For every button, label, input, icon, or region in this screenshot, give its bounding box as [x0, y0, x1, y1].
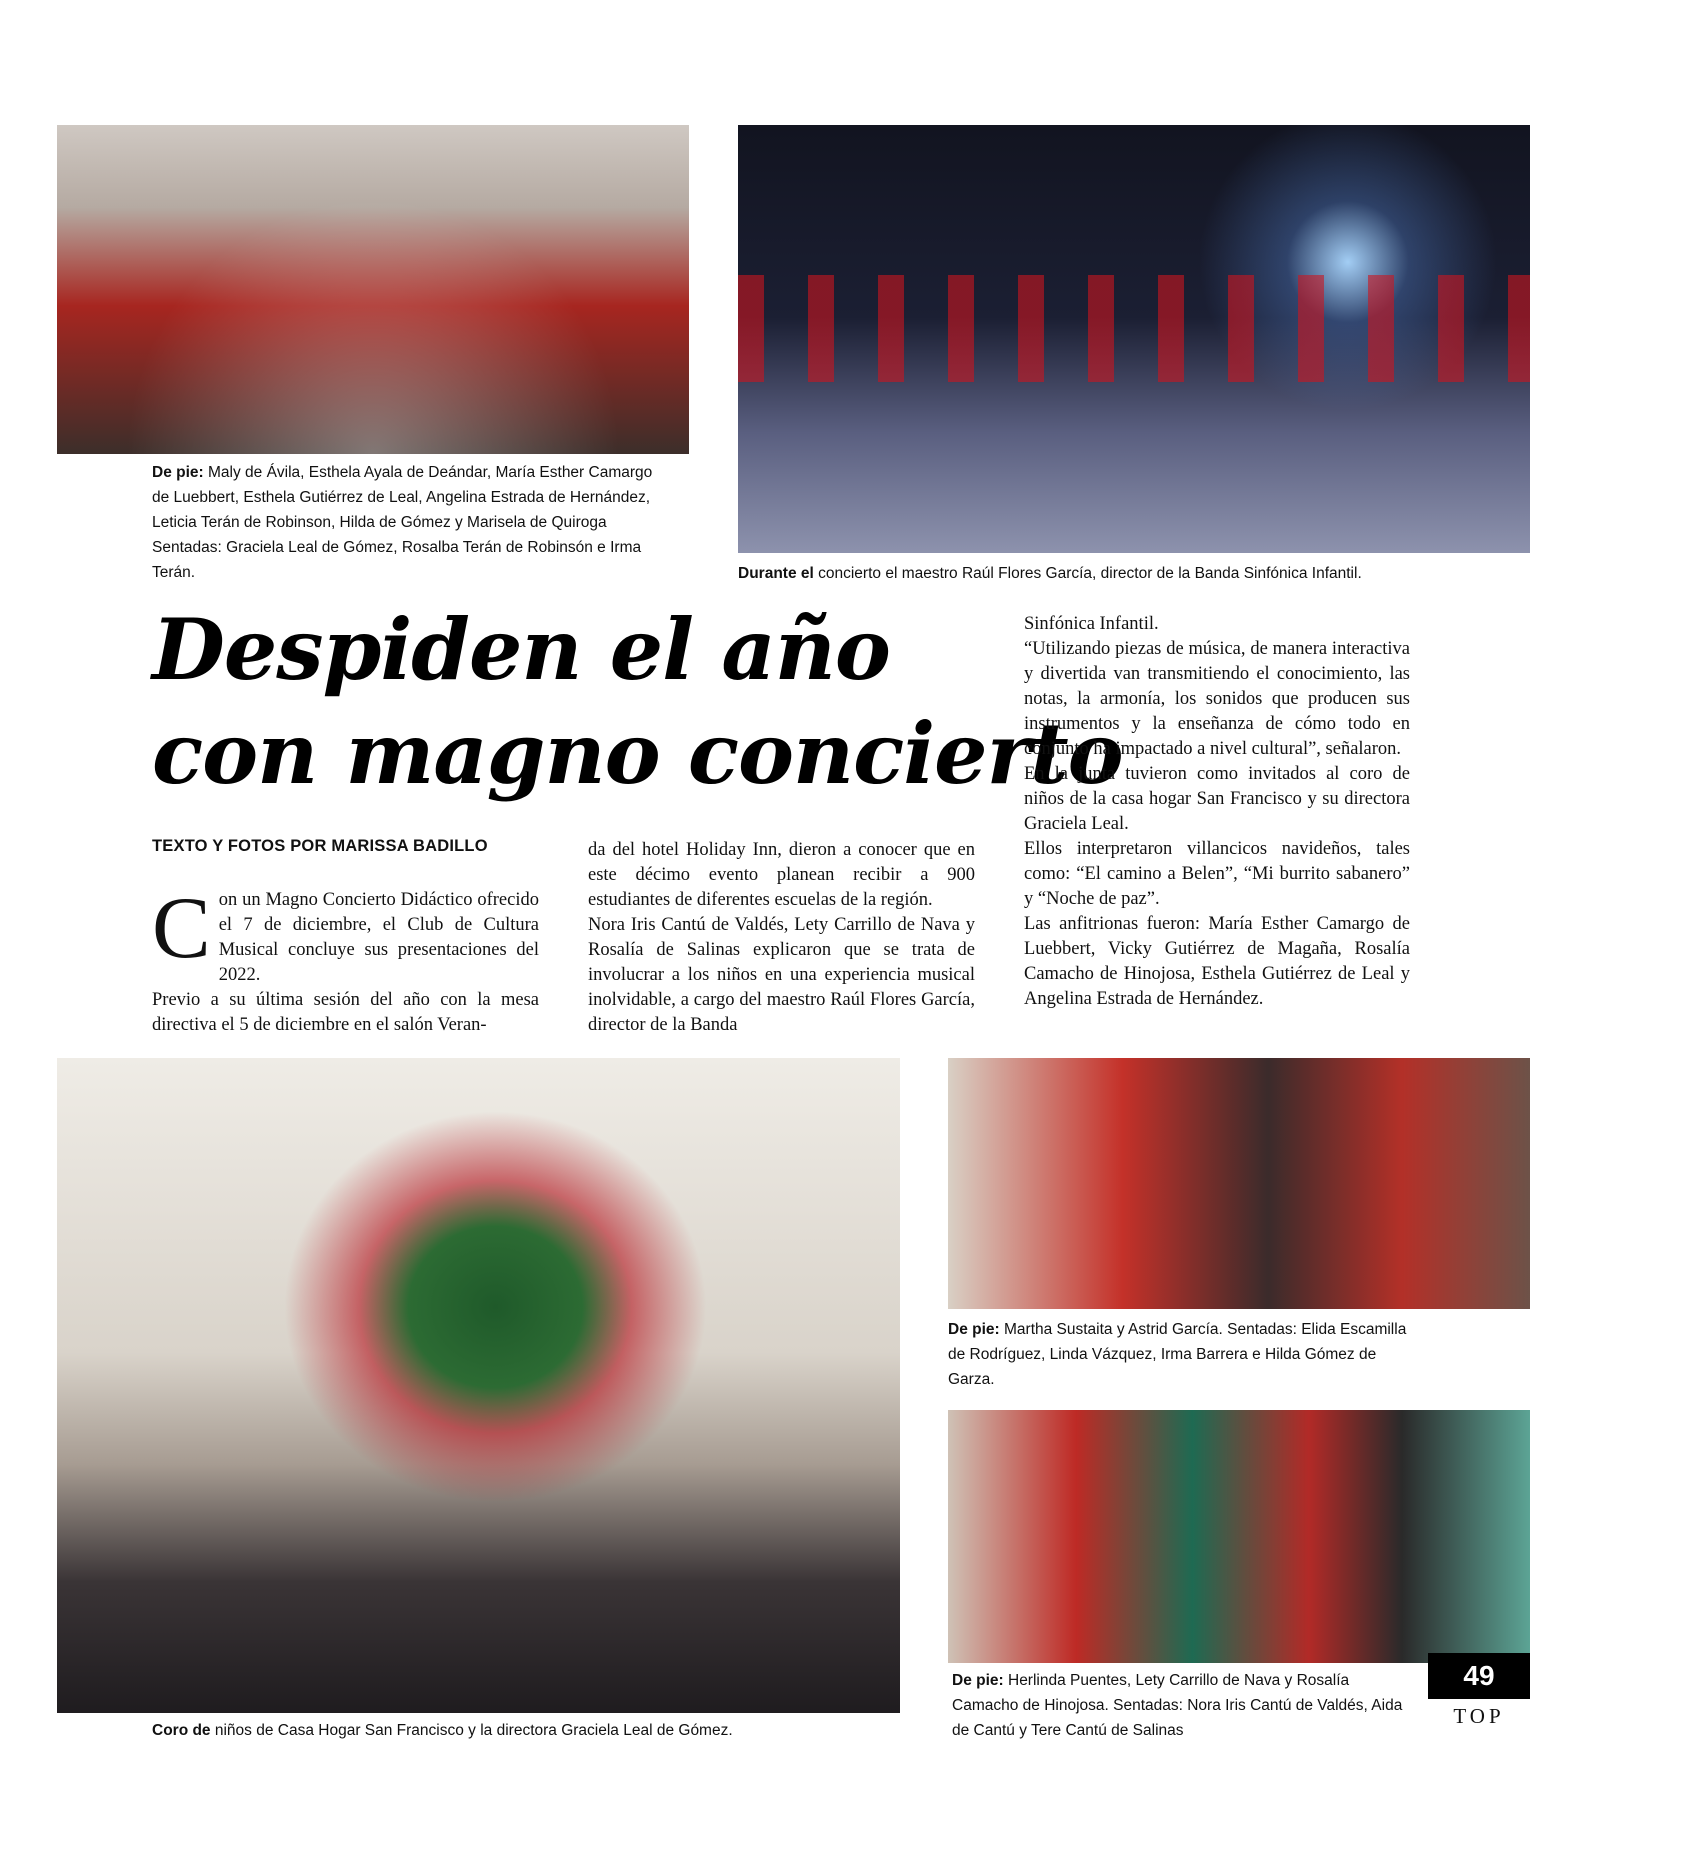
article-paragraph: Las anfitrionas fueron: María Esther Camargo de Luebbert, Vicky Gutiérrez de Magaña, Rosalía Camacho de Hinojosa, Esthela Gutiérrez de Leal y Angelina Estrada de Hernández.	[1024, 914, 1410, 1009]
byline: TEXTO Y FOTOS POR MARISSA BADILLO	[152, 837, 488, 855]
caption-text: Herlinda Puentes, Lety Carrillo de Nava y Rosalía Camacho de Hinojosa. Sentadas: Nora Iris Cantú de Valdés, Aida de Cantú y Tere Cantú de Salinas	[952, 1672, 1403, 1739]
article-paragraph: Ellos interpretaron villancicos navideños, tales como: “El camino a Belen”, “Mi burrito sabanero” y “Noche de paz”.	[1024, 839, 1410, 909]
headline-line-2: con magno concierto	[152, 704, 1123, 803]
caption-text: Maly de Ávila, Esthela Ayala de Deándar, María Esther Camargo de Luebbert, Esthela Gutiérrez de Leal, Angelina Estrada de Hernández, Leticia Terán de Robinson, Hilda de Gómez y Marisela de Quiroga Sentadas: Graciela Leal de Gómez, Rosalba Terán de Robinsón e Irma Terán.	[152, 464, 653, 581]
article-paragraph: Nora Iris Cantú de Valdés, Lety Carrillo de Nava y Rosalía de Salinas explicaron que se trata de involucrar a los niños en una experiencia musical inolvidable, a cargo del maestro Raúl Flores García, director de la Banda	[588, 915, 975, 1035]
caption-text: Martha Sustaita y Astrid García. Sentadas: Elida Escamilla de Rodríguez, Linda Vázquez, Irma Barrera e Hilda Gómez de Garza.	[948, 1321, 1407, 1388]
photo-ladies-mid	[948, 1058, 1530, 1309]
article-column-3	[1024, 612, 1410, 1012]
magazine-name: TOP	[1453, 1704, 1505, 1728]
article-column-1	[152, 880, 539, 1038]
article-paragraph: “Utilizando piezas de música, de manera interactiva y divertida van transmitiendo el conocimiento, las notas, la armonía, los sonidos que producen sus instrumentos y la enseñanza de cómo todo en conjunto ha impactado a nivel cultural”, señalaron.	[1024, 639, 1410, 759]
photo-choir	[57, 1058, 900, 1713]
headline-line-1: Despiden el año	[152, 600, 890, 699]
article-paragraph: Previo a su última sesión del año con la mesa directiva el 5 de diciembre en el salón Veran-	[152, 990, 539, 1035]
photo-band	[738, 125, 1530, 553]
caption-ladies-bottom	[952, 1668, 1412, 1743]
caption-ladies-mid	[948, 1317, 1418, 1392]
caption-lead: Coro de	[152, 1722, 211, 1739]
page-number: 49	[1428, 1653, 1530, 1699]
photo-ladies-top	[57, 125, 689, 454]
article-paragraph	[152, 880, 539, 988]
article-paragraph: En la junta tuvieron como invitados al coro de niños de la casa hogar San Francisco y su directora Graciela Leal.	[1024, 764, 1410, 834]
article-column-2	[588, 838, 975, 1038]
caption-lead: De pie:	[952, 1672, 1004, 1689]
caption-band	[738, 561, 1530, 586]
caption-text: concierto el maestro Raúl Flores García, director de la Banda Sinfónica Infantil.	[813, 565, 1362, 582]
caption-ladies-top	[152, 460, 672, 585]
caption-lead: De pie:	[948, 1321, 1000, 1338]
caption-choir	[152, 1718, 900, 1743]
paragraph-text: on un Magno Concierto Didáctico ofrecido el 7 de diciembre, el Club de Cultura Musical concluye sus presentaciones del 2022.	[218, 890, 539, 985]
caption-lead: Durante el	[738, 565, 814, 582]
photo-ladies-bottom	[948, 1410, 1530, 1663]
drop-cap: C	[152, 880, 211, 977]
caption-text: niños de Casa Hogar San Francisco y la directora Graciela Leal de Gómez.	[210, 1722, 733, 1739]
caption-lead: De pie:	[152, 464, 204, 481]
article-paragraph: Sinfónica Infantil.	[1024, 614, 1159, 634]
article-paragraph: da del hotel Holiday Inn, dieron a conocer que en este décimo evento planean recibir a 900 estudiantes de diferentes escuelas de la región.	[588, 840, 975, 910]
